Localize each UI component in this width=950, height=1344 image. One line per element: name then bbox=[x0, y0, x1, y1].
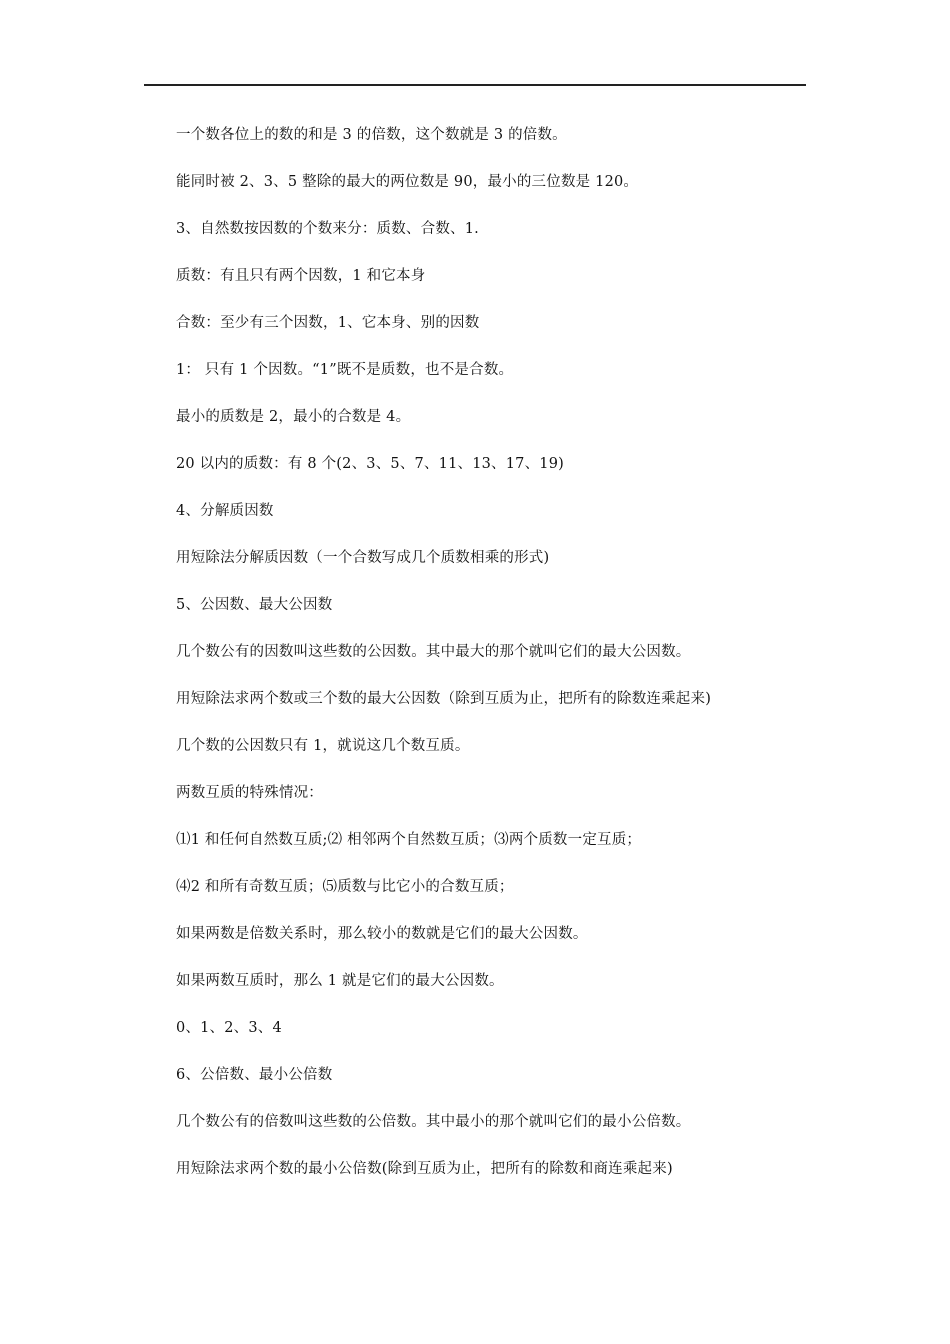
text-line: 两数互质的特殊情况： bbox=[176, 785, 323, 801]
document-body bbox=[176, 121, 816, 1202]
text-line: 能同时被 2、3、5 整除的最大的两位数是 90，最小的三位数是 120。 bbox=[176, 174, 639, 190]
text-line: 合数：至少有三个因数，1、它本身、别的因数 bbox=[176, 315, 480, 331]
text-line: 如果两数互质时，那么 1 就是它们的最大公因数。 bbox=[176, 973, 504, 989]
text-line: 0、1、2、3、4 bbox=[176, 1020, 282, 1036]
section-heading: 5、公因数、最大公因数 bbox=[176, 597, 333, 613]
header-rule bbox=[144, 84, 806, 86]
text-line: 用短除法求两个数或三个数的最大公因数（除到互质为止，把所有的除数连乘起来) bbox=[176, 691, 712, 707]
text-line: 一个数各位上的数的和是 3 的倍数，这个数就是 3 的倍数。 bbox=[176, 127, 567, 143]
section-heading: 6、公倍数、最小公倍数 bbox=[176, 1067, 333, 1083]
text-line: 质数：有且只有两个因数，1 和它本身 bbox=[176, 268, 426, 284]
text-line: 几个数的公因数只有 1，就说这几个数互质。 bbox=[176, 738, 470, 754]
text-line: 几个数公有的倍数叫这些数的公倍数。其中最小的那个就叫它们的最小公倍数。 bbox=[176, 1114, 691, 1130]
text-line: 最小的质数是 2，最小的合数是 4。 bbox=[176, 409, 411, 425]
text-line: ⑷2 和所有奇数互质；⑸质数与比它小的合数互质； bbox=[176, 879, 514, 895]
text-line: 几个数公有的因数叫这些数的公因数。其中最大的那个就叫它们的最大公因数。 bbox=[176, 644, 691, 660]
text-line: ⑴1 和任何自然数互质;⑵ 相邻两个自然数互质；⑶两个质数一定互质； bbox=[176, 832, 642, 848]
text-line: 用短除法分解质因数（一个合数写成几个质数相乘的形式) bbox=[176, 550, 550, 566]
section-heading: 4、分解质因数 bbox=[176, 503, 274, 519]
text-line: 20 以内的质数：有 8 个(2、3、5、7、11、13、17、19) bbox=[176, 456, 565, 472]
text-line: 用短除法求两个数的最小公倍数(除到互质为止，把所有的除数和商连乘起来) bbox=[176, 1161, 673, 1177]
section-heading: 3、自然数按因数的个数来分：质数、合数、1. bbox=[176, 221, 479, 237]
text-line: 1： 只有 1 个因数。“1”既不是质数，也不是合数。 bbox=[176, 362, 514, 378]
text-line: 如果两数是倍数关系时，那么较小的数就是它们的最大公因数。 bbox=[176, 926, 588, 942]
